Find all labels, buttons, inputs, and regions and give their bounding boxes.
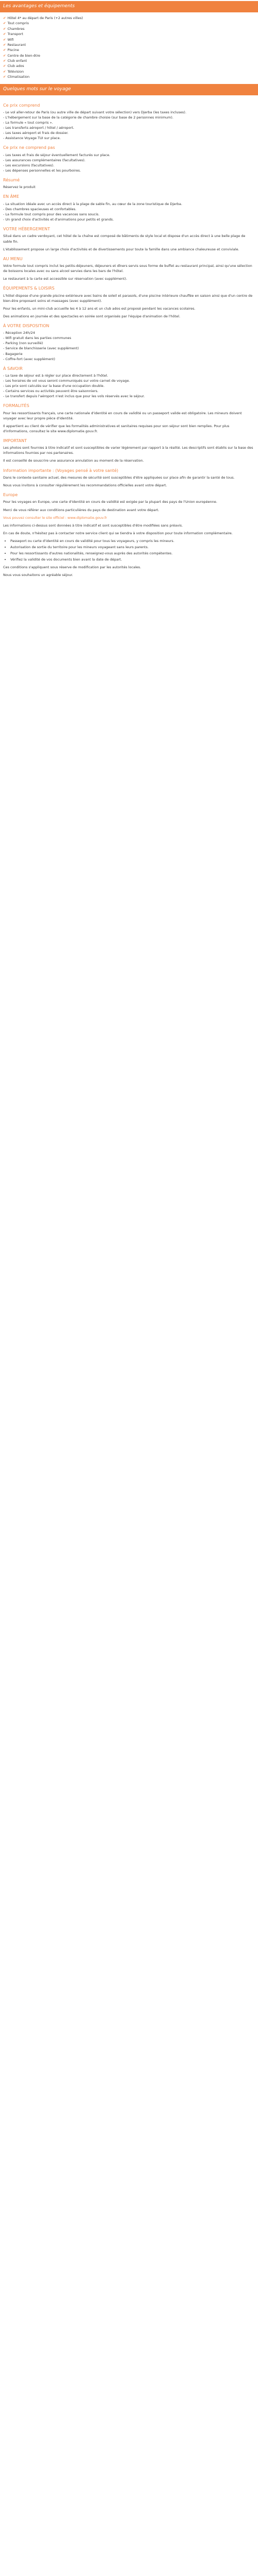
- trip-title: Quelques mots sur le voyage: [3, 86, 71, 92]
- advantage-item: ✔ Club ados: [3, 64, 24, 69]
- check-icon: ✔: [3, 21, 6, 26]
- trip-content: [0, 97, 258, 584]
- equipements-text-2: Pour les enfants, un mini-club accueille les 4 à 12 ans et un club ados est proposé pendant les vacances scolaires.: [3, 306, 196, 311]
- savoir-text: - La taxe de séjour est à régler sur place directement à l'hôtel. - Les horaires de vol vous seront communiqués sur votre carnet de voyage. - Les prix sont calculés sur la base d'une occupation double. - Certains services ou activités peuvent être saisonniers. - Le transfert depuis l'aéroport n'est inclus que pour les vols réservés avec le séjour.: [3, 374, 145, 399]
- list-item: • Passeport ou carte d'identité en cours de validité pour tous les voyageurs, y compris les mineurs.: [10, 538, 255, 544]
- disposition-list: - Réception 24h/24 - Wifi gratuit dans les parties communes - Parking (non surveillé) - Service de blanchisserie (avec supplément) - Bagagerie - Coffre-fort (avec supplément): [3, 331, 79, 361]
- advantage-item: ✔ Climatisation: [3, 75, 30, 79]
- section-title-hotel: VOTRE HÉBERGEMENT: [3, 227, 50, 232]
- equipements-text-3: Des animations en journée et des spectacles en soirée sont organisés par l'équipe d'animation de l'hôtel.: [3, 314, 181, 318]
- check-icon: ✔: [3, 32, 6, 37]
- europe-text-4: Les informations ci-dessus sont données à titre indicatif et sont susceptibles d'être modifiées sans préavis.: [3, 523, 183, 528]
- section-title-savoir: À SAVOIR: [3, 366, 23, 371]
- equipements-text-1: L'hôtel dispose d'une grande piscine extérieure avec bains de soleil et parasols, d'une piscine intérieure chauffée en saison ainsi que d'un centre de bien-être proposant soins et massages (avec supplément).: [3, 293, 253, 303]
- resume-text: Réservez le produit: [3, 185, 36, 190]
- important-text-2: Il est conseillé de souscrire une assurance annulation au moment de la réservation.: [3, 459, 144, 463]
- check-icon: ✔: [3, 64, 6, 69]
- check-icon: ✔: [3, 48, 6, 53]
- section-title-europe: Europe: [3, 493, 18, 498]
- page-wrapper: [0, 0, 258, 583]
- advantage-item: ✔ Chambres: [3, 26, 25, 31]
- advantage-item: ✔ Télévision: [3, 69, 24, 74]
- europe-text-3: Vous pouvez consulter le site officiel : www.diplomatie.gouv.fr: [3, 515, 107, 520]
- check-icon: ✔: [3, 69, 6, 74]
- advantage-item: ✔ Tout compris: [3, 21, 29, 26]
- voyages-text-2: Nous vous invitons à consulter régulièrement les recommandations officielles avant votre départ.: [3, 483, 167, 487]
- europe-text-2: Merci de vous référer aux conditions particulières du pays de destination avant votre départ.: [3, 507, 159, 512]
- europe-closing-2: Nous vous souhaitons un agréable séjour.: [3, 573, 73, 578]
- section-title-exclus: Ce prix ne comprend pas: [3, 145, 55, 150]
- ame-text: - La situation idéale avec un accès direct à la plage de sable fin, au cœur de la zone touristique de Djerba. - Des chambres spacieuses et confortables. - La formule tout compris pour des vacances sans soucis. - Un grand choix d'activités et d'animations pour petits et grands.: [3, 201, 183, 222]
- hotel-text-1: Situé dans un cadre verdoyant, cet hôtel de la chaîne est composé de bâtiments de style local et dispose d'un accès direct à une belle plage de sable fin.: [3, 234, 246, 244]
- section-title-resume: Résumé: [3, 177, 20, 182]
- list-item: • Autorisation de sortie du territoire pour les mineurs voyageant sans leurs parents.: [10, 545, 255, 550]
- advantage-item: ✔ Club enfant: [3, 59, 27, 63]
- menu-text-1: Votre formule tout compris inclut les petits-déjeuners, déjeuners et dîners servis sous forme de buffet au restaurant principal, ainsi qu'une sélection de boissons locales avec ou sans alcool servies dans les bars de l'hôtel.: [3, 264, 252, 274]
- section-title-inclus: Ce prix comprend: [3, 103, 40, 108]
- section-title-important: IMPORTANT: [3, 438, 27, 443]
- list-item: • Vérifiez la validité de vos documents bien avant la date de départ.: [10, 557, 255, 562]
- europe-bullets: [10, 538, 255, 562]
- trip-banner: [0, 84, 258, 95]
- menu-text-2: Le restaurant à la carte est accessible sur réservation (avec supplément).: [3, 277, 127, 281]
- europe-closing-1: Ces conditions s'appliquent sous réserve de modification par les autorités locales.: [3, 565, 141, 570]
- europe-text-5: En cas de doute, n'hésitez pas à contacter notre service client qui se tiendra à votre disposition pour toute information complémentaire.: [3, 531, 233, 535]
- check-icon: ✔: [3, 37, 6, 42]
- advantage-item: ✔ Restaurant: [3, 42, 26, 47]
- list-item: • Pour les ressortissants d'autres nationalités, renseignez-vous auprès des autorités compétentes.: [10, 551, 255, 556]
- inclus-text: - Le vol aller-retour de Paris (ou autre ville de départ suivant votre sélection) vers Djerba (les taxes incluses). - L'hébergement sur la base de la catégorie de chambre choisie (sur base de 2 personnes minimum). - La formule « tout compris ». - Les transferts aéroport / hôtel / aéroport. - Les taxes aéroport et frais de dossier. - Assistance Voyage TUI sur place.: [3, 110, 187, 141]
- advantage-item: ✔ Hôtel 4* au départ de Paris (+2 autres villes): [3, 15, 83, 20]
- advantage-item: ✔ Wifi: [3, 37, 14, 42]
- exclus-text: - Les taxes et frais de séjour éventuellement facturés sur place. - Les assurances complémentaires (facultatives). - Les excursions (facultatives). - Les dépenses personnelles et les pourboires.: [3, 152, 110, 173]
- voyages-text-1: Dans le contexte sanitaire actuel, des mesures de sécurité sont susceptibles d'être appliquées sur place afin de garantir la santé de tous.: [3, 475, 235, 480]
- europe-text-1: Pour les voyages en Europe, une carte d'identité en cours de validité est exigée par la plupart des pays de l'Union européenne.: [3, 500, 217, 504]
- check-icon: ✔: [3, 59, 6, 63]
- formalites-text-1: Pour les ressortissants français, une carte nationale d'identité en cours de validité ou un passeport valide est obligatoire. Les mineurs doivent voyager avec leur propre pièce d'identité.: [3, 411, 242, 420]
- formalites-text-2: Il appartient au client de vérifier que les formalités administratives et sanitaires requises pour son séjour sont bien remplies. Pour plus d'informations, consultez le site www.diplomatie.gouv.fr.: [3, 423, 230, 433]
- section-title-ame: EN ÂME: [3, 194, 20, 199]
- check-icon: ✔: [3, 42, 6, 47]
- advantage-item: ✔ Centre de bien-être: [3, 53, 40, 58]
- advantage-item: ✔ Piscine: [3, 48, 19, 53]
- advantages-list: [0, 14, 258, 82]
- section-title-formalites: FORMALITÉS: [3, 403, 29, 409]
- hotel-text-2: L'établissement propose un large choix d'activités et de divertissements pour toute la famille dans une ambiance chaleureuse et conviviale.: [3, 247, 239, 251]
- section-title-menu: AU MENU: [3, 256, 23, 261]
- check-icon: ✔: [3, 53, 6, 58]
- advantage-item: ✔ Transport: [3, 32, 23, 37]
- section-title-equipements: ÉQUIPEMENTS & LOISIRS: [3, 286, 55, 291]
- section-title-voyages: Information importante : (Voyages pensé à votre santé): [3, 468, 119, 473]
- advantages-title: Les avantages et équipements: [3, 4, 75, 9]
- advantages-banner: [0, 1, 258, 12]
- check-icon: ✔: [3, 26, 6, 31]
- check-icon: ✔: [3, 75, 6, 79]
- section-title-disposition: À VOTRE DISPOSITION: [3, 323, 50, 328]
- check-icon: ✔: [3, 15, 6, 20]
- important-text-1: Les photos sont fournies à titre indicatif et sont susceptibles de varier légèrement par rapport à la réalité. Les descriptifs sont établis sur la base des informations fournies par nos partenaires.: [3, 446, 253, 455]
